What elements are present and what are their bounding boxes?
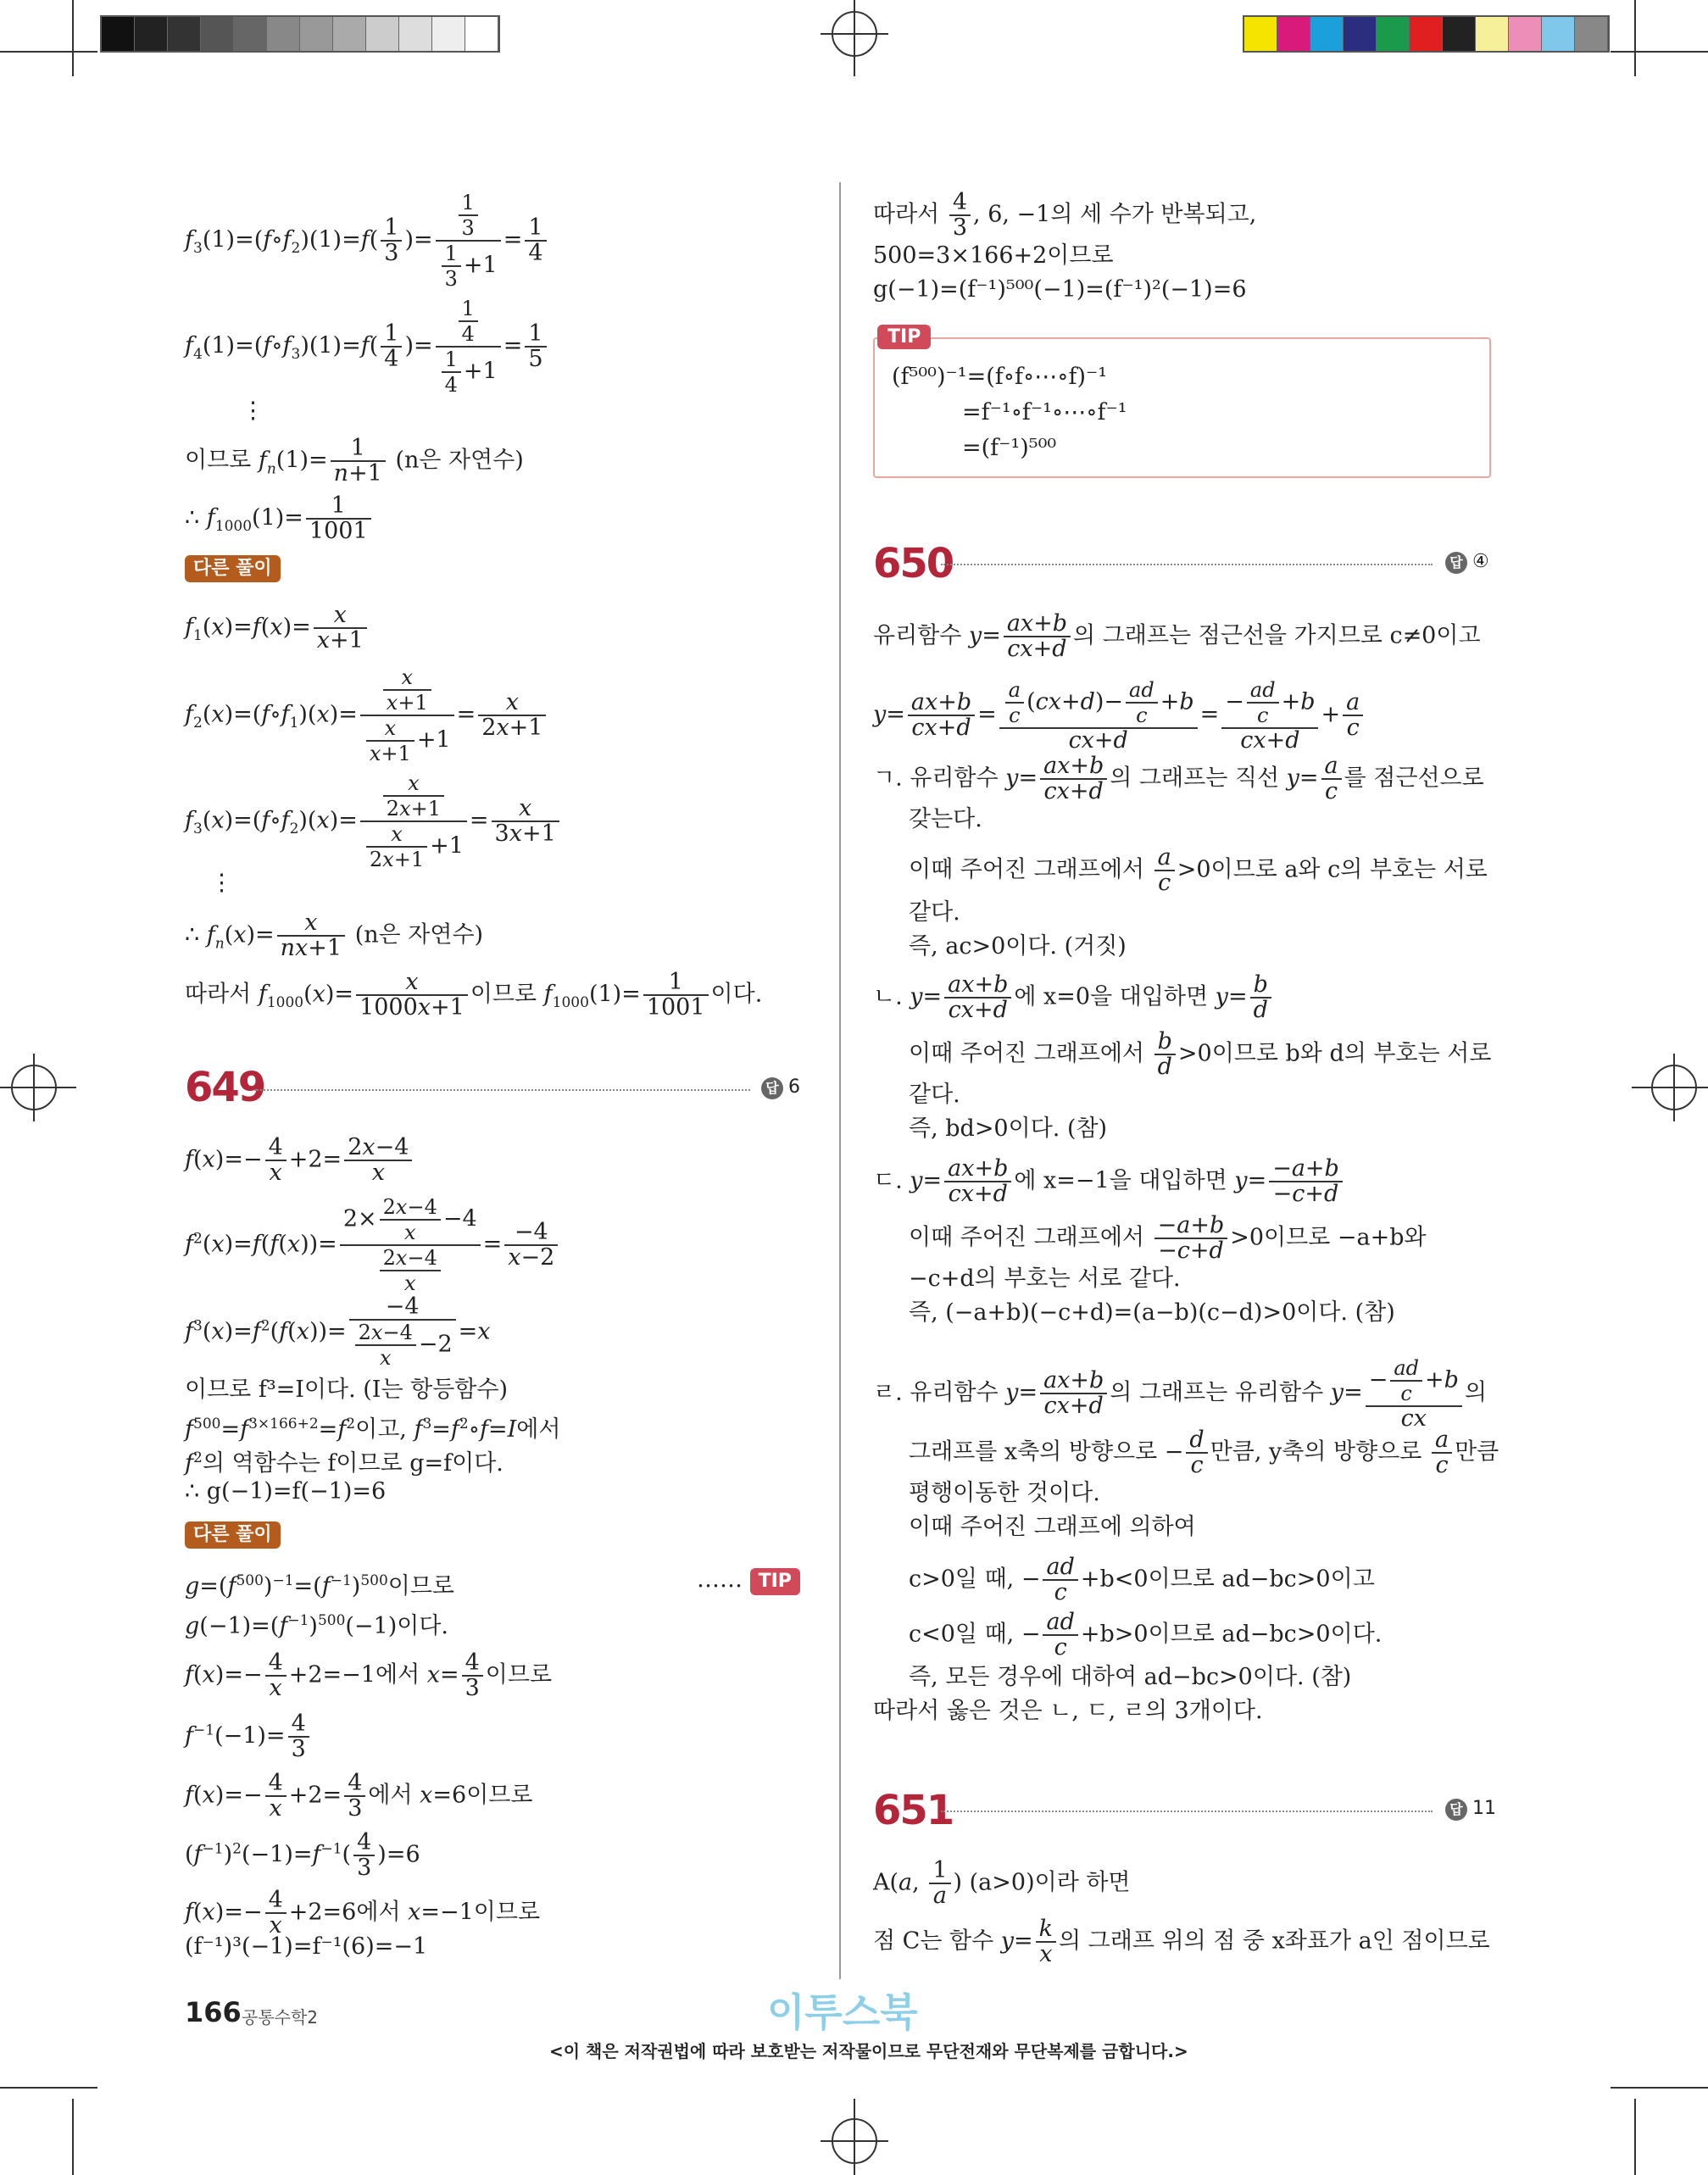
text-line: 즉, bd>0이다. (참) [909,1115,1108,1142]
problem-number: 649 [185,1064,265,1111]
page-number: 166 [185,1996,242,2028]
answer-label: 답 ④ [1445,551,1489,574]
text-line: −c+d의 부호는 서로 같다. [909,1266,1181,1292]
math-line: 이때 주어진 그래프에서 $\frac{b}{d}$ >0이므로 b와 d의 부호는 서로 [909,1028,1492,1080]
answer-label: 답 6 [761,1076,800,1099]
dotted-leader [941,564,1433,565]
math-line: 이므로 $f_n(1)=$ $\frac{1}{n+1}$ (n은 자연수) [185,435,524,487]
math-line: 그래프를 x축의 방향으로 − $\frac{d}{c}$ 만큼, y축의 방향으로 $\frac{a}{c}$ 만큼 [909,1427,1499,1478]
math-line: 유리함수 y= $\frac{ax+b}{cx+d}$ 의 그래프는 점근선을 가지므로 c≠0이고 [873,610,1481,662]
tip-line: (f⁵⁰⁰)⁻¹=(f∘f∘⋯∘f)⁻¹ [892,364,1108,390]
text-line: 같다. [909,899,960,926]
math-line: f(x)=− $\frac{4}{x}$ +2=6에서 x=−1이므로 [185,1887,541,1939]
math-line: $g=(f^{500})^{-1}=(f^{-1})^{500}$이므로 [185,1572,455,1599]
math-line: $g(-1)=(f^{-1})^{500}(-1)$이다. [185,1612,449,1639]
math-line: ㄴ. y= $\frac{ax+b}{cx+d}$ 에 x=0을 대입하면 y= $\frac{b}{d}$ [873,973,1274,1022]
math-line: 따라서 $f_{1000}(x)=$ $\frac{x}{1000x+1}$ 이므로 $f_{1000}(1)=$ $\frac{1}{1001}$ 이다. [185,969,763,1021]
publisher-logo: 이투스북 [767,1989,918,2035]
grayscale-color-bar [100,15,500,53]
text-line: 이므로 f³=I이다. (I는 항등함수) [185,1377,508,1403]
tip-reference-badge: TIP [750,1568,800,1595]
registration-mark-bottom [816,2099,893,2175]
book-title: 공통수학2 [242,2007,319,2028]
math-line: $f^2(x)=f(f(x))=$ 2× $\frac{2x-4}{x}$ −4 $\frac{2x-4}{x}$ = $\frac{-4}{x-2}$ [185,1195,560,1295]
text-line: 즉, ac>0이다. (거짓) [909,933,1127,960]
math-line: $f_4(1)=(f\circ f_3)(1)=f$( $\frac{1}{4}$ )= $\frac{1}{4}$ $\frac{1}{4}$ +1 = $\frac{1}{5}$ [185,297,549,397]
math-line: $(f^{-1})^2(-1)=f^{-1}$( $\frac{4}{3}$ )=6 [185,1829,420,1881]
text-line: 같다. [909,1082,960,1108]
alt-solution-badge: 다른 풀이 [185,555,281,582]
math-line: A(a, $\frac{1}{a}$ ) (a>0)이라 하면 [873,1857,1131,1909]
tip-line: =f⁻¹∘f⁻¹∘⋯∘f⁻¹ [962,399,1127,426]
math-line: 이때 주어진 그래프에서 $\frac{-a+b}{-c+d}$ >0이므로 −a+b와 [909,1212,1427,1264]
text-line: 평행이동한 것이다. [909,1480,1100,1506]
math-line: ㄷ. y= $\frac{ax+b}{cx+d}$ 에 x=−1을 대입하면 y= $\frac{-a+b}{-c+d}$ [873,1157,1345,1206]
vertical-ellipsis: ⋮ [210,870,233,896]
answer-icon: 답 [1445,552,1467,574]
registration-mark-right [1632,1049,1708,1126]
text-line: g(−1)=(f⁻¹)⁵⁰⁰(−1)=(f⁻¹)²(−1)=6 [873,276,1247,303]
problem-number: 650 [873,540,954,587]
math-line: f(x)=− $\frac{4}{x}$ +2=−1에서 x= $\frac{4}{3}$ 이므로 [185,1649,553,1701]
column-divider [839,182,841,1979]
dotted-leader [941,1811,1433,1812]
math-line: ㄱ. 유리함수 y= $\frac{ax+b}{cx+d}$ 의 그래프는 직선 y= $\frac{a}{c}$ 를 점근선으로 [873,753,1484,804]
registration-mark-left [0,1049,76,1126]
text-line: 500=3×166+2이므로 [873,242,1114,269]
cmyk-color-bar [1243,15,1610,53]
problem-number: 651 [873,1787,954,1834]
math-line: $f^{-1}(-1)=$ $\frac{4}{3}$ [185,1712,312,1761]
text-line: (f⁻¹)³(−1)=f⁻¹(6)=−1 [185,1933,428,1960]
math-line: $f_3(x)=(f\circ f_2)(x)=$ $\frac{x}{2x+1}$ $\frac{x}{2x+1}$ +1 = $\frac{x}{3x+1}$ [185,771,562,871]
crop-mark [0,2087,97,2089]
crop-mark [72,2099,74,2175]
copyright-notice: <이 책은 저작권법에 따라 보호받는 저작물이므로 무단전재와 무단복제를 금합니다.> [549,2041,1188,2061]
math-line: f(x)=− $\frac{4}{x}$ +2= $\frac{4}{3}$ 에서 x=6이므로 [185,1770,533,1822]
crop-mark [1634,0,1636,76]
alt-solution-badge: 다른 풀이 [185,1521,281,1549]
crop-mark [1634,2099,1636,2175]
math-line: f(x)=− $\frac{4}{x}$ +2= $\frac{2x-4}{x}$ [185,1136,414,1185]
answer-label: 답 11 [1445,1798,1496,1821]
math-line: ∴ $f_n(x)=$ $\frac{x}{nx+1}$ (n은 자연수) [185,909,484,961]
crop-mark [72,0,74,76]
math-line: 따라서 $\frac{4}{3}$ , 6, −1의 세 수가 반복되고, [873,189,1257,241]
text-line: 갖는다. [909,806,982,832]
text-line: ∴ g(−1)=f(−1)=6 [185,1478,387,1505]
math-line: $f^{500}=f^{3\times 166+2}=f^2$이고, $f^3=f^2\circ f=I$에서 [185,1416,561,1443]
tip-line: =(f⁻¹)⁵⁰⁰ [962,435,1057,461]
dotted-leader [254,1089,750,1091]
registration-mark-top [816,0,893,76]
crop-mark [0,51,97,53]
tip-label: TIP [877,325,931,349]
crop-mark [1611,51,1708,53]
math-line: $f^3(x)=f^2(f(x))=$ −4 $\frac{2x-4}{x}$ −2 =x [185,1293,491,1370]
math-line: $f_2(x)=(f\circ f_1)(x)=$ $\frac{x}{x+1}$ $\frac{x}{x+1}$ +1 = $\frac{x}{2x+1}$ [185,665,548,765]
vertical-ellipsis: ⋮ [242,398,264,424]
math-line: y= $\frac{ax+b}{cx+d}$ = $\frac{a}{c}$ (cx+d)− $\frac{ad}{c}$ +b cx+d = − $\frac{ad}{c}$ +b cx+d + $\frac{a}{c}$ [873,678,1366,753]
math-line: 이때 주어진 그래프에서 $\frac{a}{c}$ >0이므로 a와 c의 부호는 서로 [909,844,1488,896]
math-line: c>0일 때, − $\frac{ad}{c}$ +b<0이므로 ad−bc>0이고 [909,1554,1375,1605]
math-line: 점 C는 함수 y= $\frac{k}{x}$ 의 그래프 위의 점 중 x좌표가 a인 점이므로 [873,1916,1490,1967]
math-line: ㄹ. 유리함수 y= $\frac{ax+b}{cx+d}$ 의 그래프는 유리함수 y= − $\frac{ad}{c}$ +b cx 의 [873,1356,1487,1432]
text-line: 즉, 모든 경우에 대하여 ad−bc>0이다. (참) [909,1664,1352,1690]
text-line: 즉, (−a+b)(−c+d)=(a−b)(c−d)>0이다. (참) [909,1299,1395,1326]
math-line: $f_3(1)=(f\circ f_2)(1)=f$( $\frac{1}{3}$ )= $\frac{1}{3}$ $\frac{1}{3}$ +1 = $\frac{1}{4}$ [185,191,549,291]
math-line: $f^2$의 역함수는 f이므로 g=f이다. [185,1449,503,1477]
math-line: $f_1(x)=f(x)=$ $\frac{x}{x+1}$ [185,604,370,653]
text-line: 따라서 옳은 것은 ㄴ, ㄷ, ㄹ의 3개이다. [873,1698,1263,1724]
math-line: ∴ $f_{1000}(1)=$ $\frac{1}{1001}$ [185,494,374,543]
answer-icon: 답 [761,1077,783,1099]
text-line: 이때 주어진 그래프에 의하여 [909,1514,1196,1540]
math-line: c<0일 때, − $\frac{ad}{c}$ +b>0이므로 ad−bc>0이다. [909,1609,1383,1660]
crop-mark [1611,2087,1708,2089]
answer-icon: 답 [1445,1799,1467,1821]
